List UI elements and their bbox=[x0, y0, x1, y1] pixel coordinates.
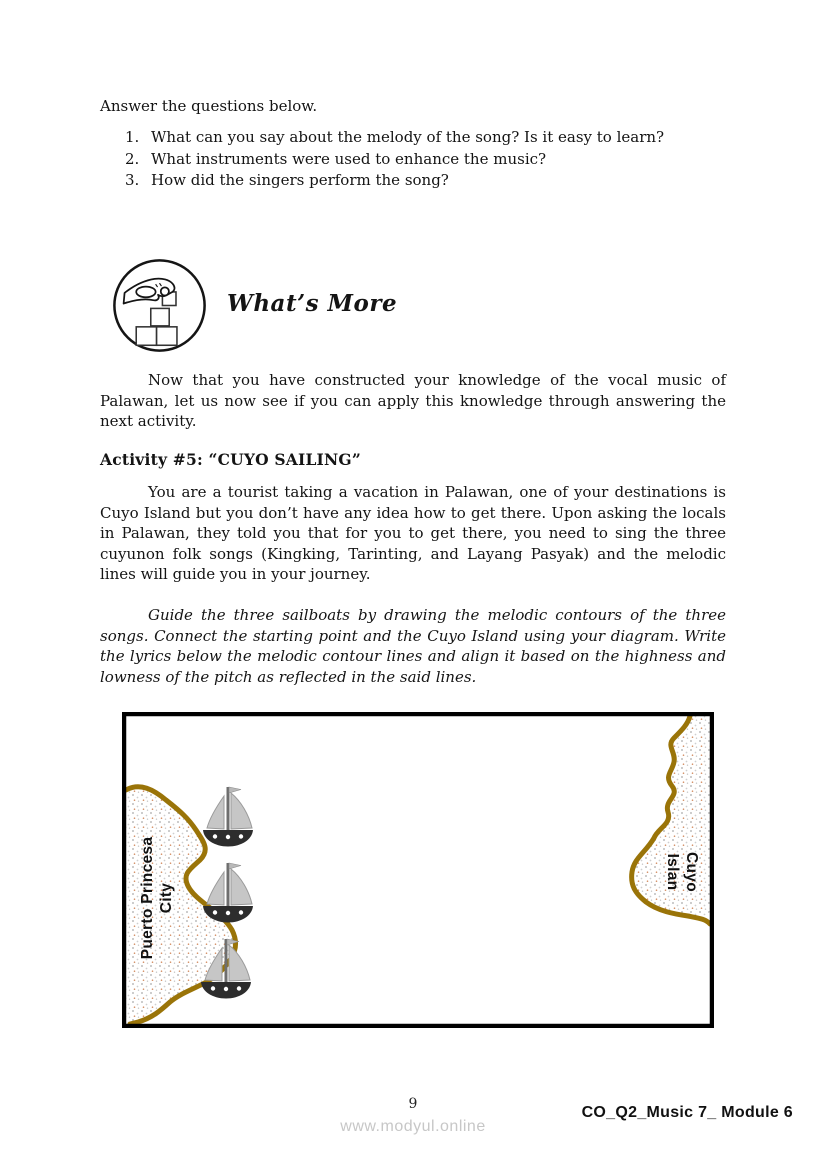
question-list bbox=[125, 127, 721, 192]
activity-description-paragraph: You are a tourist taking a vacation in Palawan, one of your destinations is Cuyo Island but you don’t have any idea how to get there. Upon asking the locals in Palawan, they told you that for you to get there, you need to sing the three cuyunon folk songs (Kingking, Tarinting, and Layang Pasyak) and the melodic lines will guide you in your journey. bbox=[100, 483, 726, 583]
cuyo-sailing-diagram bbox=[122, 712, 714, 1028]
whats-more-intro-paragraph: Now that you have constructed your knowledge of the vocal music of Palawan, let us now see if you can apply this knowledge through answering the next activity. bbox=[100, 371, 726, 430]
activity-instructions-paragraph: Guide the three sailboats by drawing the melodic contours of the three songs. Connect the starting point and the Cuyo Island using your diagram. Write the lyrics below the melodic contour lines and align it based on the highness and lowness of the pitch as reflected in the said lines. bbox=[100, 606, 726, 686]
sailboat-icon bbox=[203, 787, 253, 847]
watermark-text: www.modyul.online bbox=[340, 1118, 486, 1135]
lead-sentence: Answer the questions below. bbox=[100, 97, 318, 115]
diagram-canvas bbox=[122, 712, 714, 1028]
question-item bbox=[125, 149, 721, 171]
cuyo-island-label-line2: Islan bbox=[664, 853, 681, 891]
question-text: What can you say about the melody of the song? Is it easy to learn? bbox=[151, 128, 665, 146]
cuyo-island-label bbox=[663, 830, 701, 914]
puerto-princesa-label-line1: Puerto Princesa bbox=[139, 836, 156, 960]
question-text: How did the singers perform the song? bbox=[151, 171, 449, 189]
sailboat-icon bbox=[203, 863, 253, 923]
activity-heading: Activity #5: “CUYO SAILING” bbox=[100, 450, 361, 469]
cuyo-island-label-line1: Cuyo bbox=[683, 852, 700, 892]
footer-module-label: CO_Q2_Music 7_ Module 6 bbox=[581, 1104, 793, 1121]
question-number: 2. bbox=[125, 149, 140, 168]
question-item bbox=[125, 127, 721, 149]
puerto-princesa-label bbox=[138, 823, 176, 973]
puerto-princesa-label-line2: City bbox=[158, 882, 175, 914]
page-number: 9 bbox=[408, 1096, 418, 1112]
section-title-whats-more: What’s More bbox=[227, 290, 398, 317]
question-item bbox=[125, 170, 721, 192]
hand-stacking-blocks-icon bbox=[111, 257, 208, 354]
question-number: 1. bbox=[125, 128, 140, 146]
question-number: 3. bbox=[125, 171, 140, 189]
question-text: What instruments were used to enhance the music? bbox=[151, 149, 547, 168]
